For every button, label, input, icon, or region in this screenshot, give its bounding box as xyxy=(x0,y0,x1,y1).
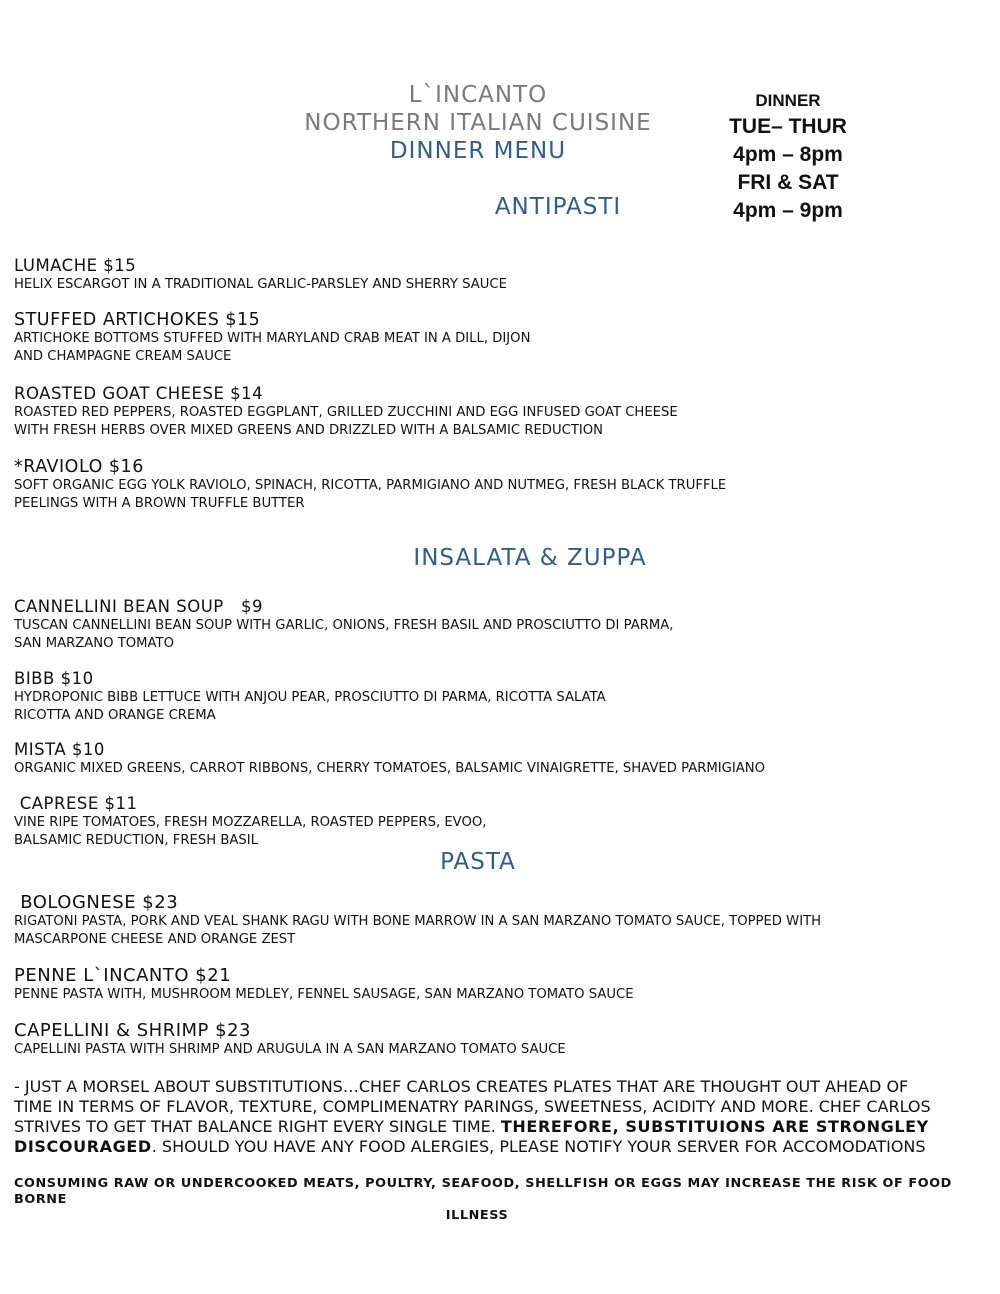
item-name: MISTA $10 xyxy=(14,740,105,759)
section-title-antipasti: ANTIPASTI xyxy=(494,194,622,220)
section-title-pasta: PASTA xyxy=(440,849,516,875)
item-description: ORGANIC MIXED GREENS, CARROT RIBBONS, CHERRY TOMATOES, BALSAMIC VINAIGRETTE, SHAVED PARMIGIANO xyxy=(14,761,766,776)
menu-item xyxy=(14,457,974,513)
hours-days-weekday: TUE– THUR xyxy=(729,115,847,138)
note-outro: . SHOULD YOU HAVE ANY FOOD ALERGIES, PLEASE NOTIFY YOUR SERVER FOR ACCOMODATIONS xyxy=(151,1137,926,1156)
item-description: PENNE PASTA WITH, MUSHROOM MEDLEY, FENNEL SAUSAGE, SAN MARZANO TOMATO SAUCE xyxy=(14,987,634,1002)
item-name: CANNELLINI BEAN SOUP $9 xyxy=(14,597,263,616)
hours-time-weekend: 4pm – 9pm xyxy=(733,199,843,222)
item-description: HELIX ESCARGOT IN A TRADITIONAL GARLIC-PARSLEY AND SHERRY SAUCE xyxy=(14,277,507,292)
menu-item xyxy=(14,256,974,294)
item-description: RIGATONI PASTA, PORK AND VEAL SHANK RAGU WITH BONE MARROW IN A SAN MARZANO TOMATO SAUCE, TOPPED WITH MASCARPONE CHEESE AND ORANGE ZEST xyxy=(14,914,822,947)
item-description: SOFT ORGANIC EGG YOLK RAVIOLO, SPINACH, RICOTTA, PARMIGIANO AND NUTMEG, FRESH BLACK TRUFFLE PEELINGS WITH A BROWN TRUFFLE BUTTER xyxy=(14,478,727,511)
menu-item xyxy=(14,740,974,778)
item-name: *RAVIOLO $16 xyxy=(14,457,144,477)
substitution-note xyxy=(14,1077,944,1157)
item-description: HYDROPONIC BIBB LETTUCE WITH ANJOU PEAR, PROSCIUTTO DI PARMA, RICOTTA SALATA RICOTTA AND ORANGE CREMA xyxy=(14,690,606,723)
menu-item xyxy=(14,966,974,1004)
menu-item xyxy=(14,597,974,653)
item-name: LUMACHE $15 xyxy=(14,256,137,275)
cuisine-subtitle: NORTHERN ITALIAN CUISINE xyxy=(304,110,652,136)
menu-title: DINNER MENU xyxy=(389,138,567,164)
menu-item xyxy=(14,893,974,949)
food-safety-warning-end: ILLNESS xyxy=(445,1208,509,1223)
item-name: STUFFED ARTICHOKES $15 xyxy=(14,310,261,330)
hours-label: DINNER xyxy=(755,91,821,110)
menu-item xyxy=(14,1021,974,1059)
item-name: CAPRESE $11 xyxy=(14,794,138,813)
item-description: VINE RIPE TOMATOES, FRESH MOZZARELLA, ROASTED PEPPERS, EVOO, BALSAMIC REDUCTION, FRESH BASIL xyxy=(14,815,487,848)
menu-item xyxy=(14,384,974,440)
item-description: TUSCAN CANNELLINI BEAN SOUP WITH GARLIC, ONIONS, FRESH BASIL AND PROSCIUTTO DI PARMA, SAN MARZANO TOMATO xyxy=(14,618,674,651)
menu-item xyxy=(14,310,974,366)
menu-item xyxy=(14,669,974,725)
food-safety-warning: CONSUMING RAW OR UNDERCOOKED MEATS, POULTRY, SEAFOOD, SHELLFISH OR EGGS MAY INCREASE THE RISK OF FOOD BORNE xyxy=(14,1176,952,1207)
section-title-insalata-zuppa: INSALATA & ZUPPA xyxy=(413,545,647,571)
note-emphasis: THEREFORE, SUBSTITUIONS ARE STRONGLEY DISCOURAGED xyxy=(14,1117,929,1156)
item-name: BOLOGNESE $23 xyxy=(14,892,179,913)
item-name: CAPELLINI & SHRIMP $23 xyxy=(14,1020,251,1041)
item-name: BIBB $10 xyxy=(14,669,94,688)
restaurant-name: L`INCANTO xyxy=(408,82,548,108)
item-description: ARTICHOKE BOTTOMS STUFFED WITH MARYLAND CRAB MEAT IN A DILL, DIJON AND CHAMPAGNE CREAM SAUCE xyxy=(14,331,531,364)
item-description: CAPELLINI PASTA WITH SHRIMP AND ARUGULA IN A SAN MARZANO TOMATO SAUCE xyxy=(14,1042,566,1057)
note-intro: - JUST A MORSEL ABOUT SUBSTITUTIONS…CHEF CARLOS CREATES PLATES THAT ARE THOUGHT OUT AHEAD OF TIME IN TERMS OF FLAVOR, TEXTURE, COMPLIMENATRY PARINGS, SWEETNESS, ACIDITY AND MORE. CHEF CARLOS STRIVES TO GET THAT BALANCE RIGHT EVERY SINGLE TIME. xyxy=(14,1077,931,1136)
hours-days-weekend: FRI & SAT xyxy=(737,171,839,194)
item-name: PENNE L`INCANTO $21 xyxy=(14,965,232,986)
item-description: ROASTED RED PEPPERS, ROASTED EGGPLANT, GRILLED ZUCCHINI AND EGG INFUSED GOAT CHEESE WITH FRESH HERBS OVER MIXED GREENS AND DRIZZLED WITH A BALSAMIC REDUCTION xyxy=(14,405,678,438)
item-name: ROASTED GOAT CHEESE $14 xyxy=(14,384,264,403)
hours-time-weekday: 4pm – 8pm xyxy=(733,143,843,166)
menu-item xyxy=(14,794,974,850)
